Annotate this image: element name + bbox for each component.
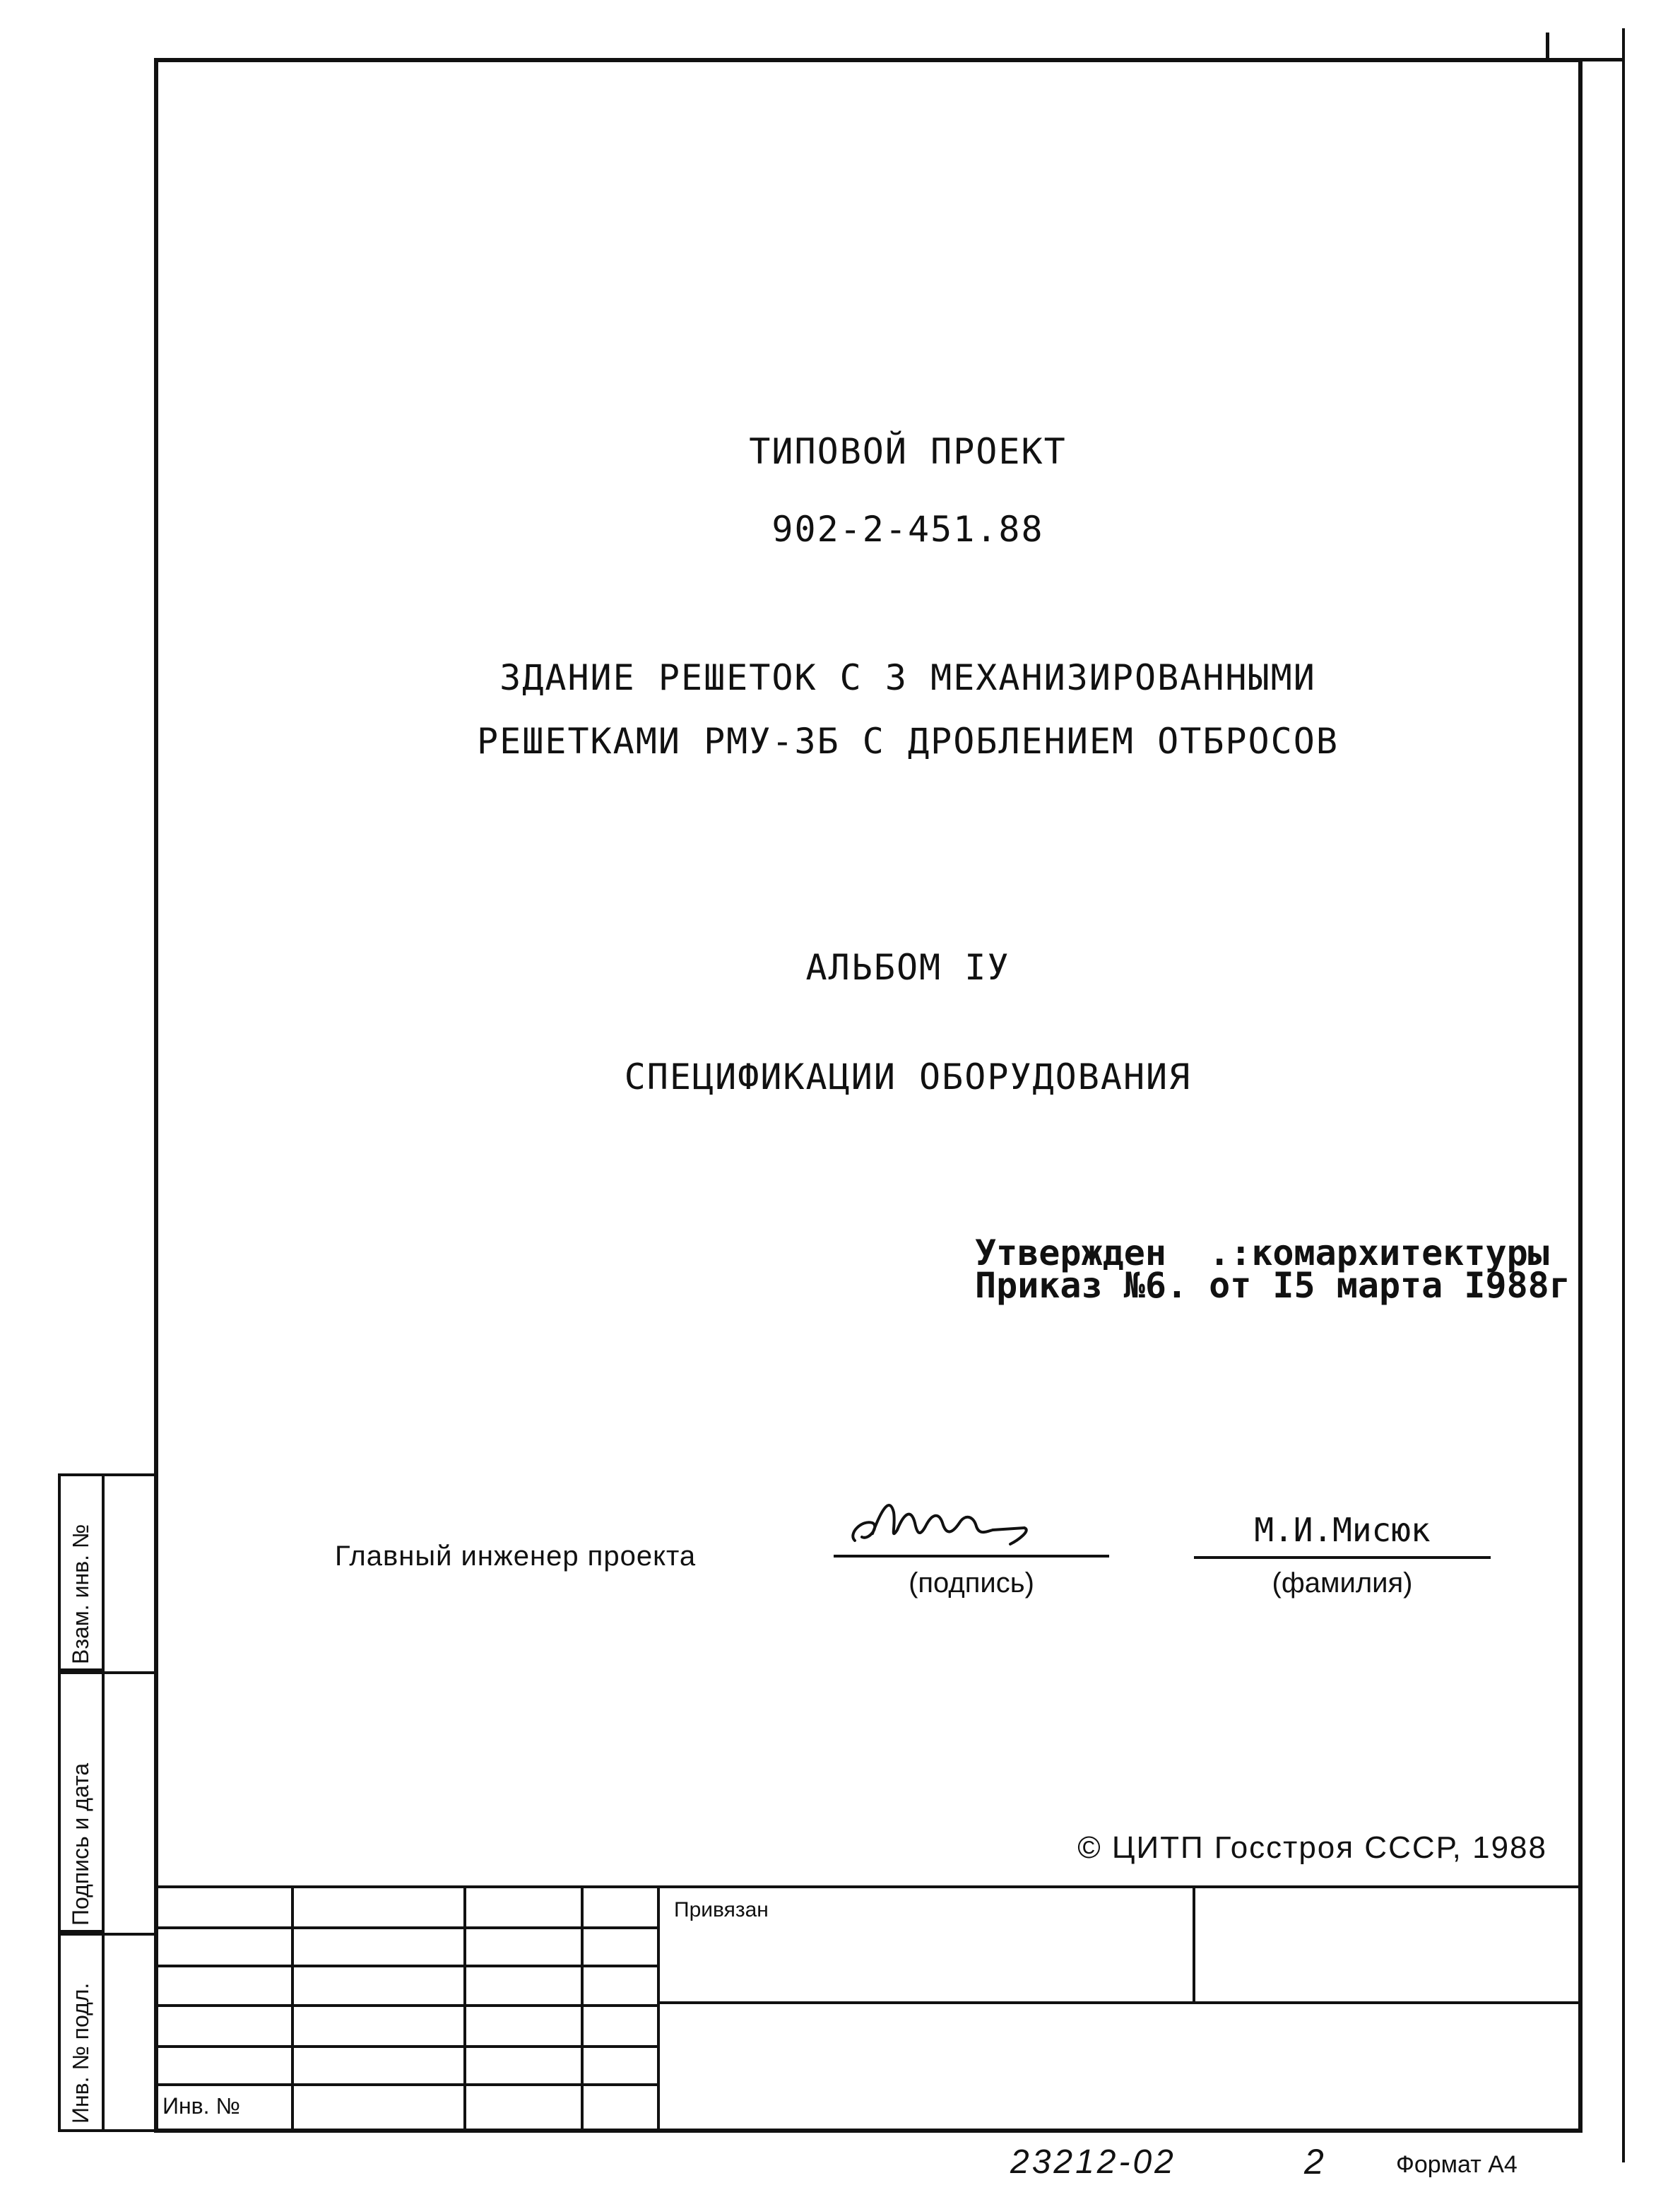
signature-underline bbox=[834, 1555, 1109, 1558]
album-title: СПЕЦИФИКАЦИИ ОБОРУДОВАНИЯ bbox=[624, 1056, 1192, 1097]
frame-right-outer-line bbox=[1622, 28, 1625, 2162]
side-stamp-signature-date-label: Подпись и дата bbox=[68, 1762, 93, 1926]
project-name-line-2: РЕШЕТКАМИ РМУ-3Б С ДРОБЛЕНИЕМ ОТБРОСОВ bbox=[477, 721, 1339, 762]
side-stamp-replace-inv-label: Взам. инв. № bbox=[68, 1524, 93, 1664]
bound-label: Привязан bbox=[674, 1898, 769, 1921]
side-stamp-inv-original-label: Инв. № подл. bbox=[68, 1982, 93, 2124]
copyright-notice: © ЦИТП Госстроя СССР, 1988 bbox=[1077, 1830, 1547, 1865]
title-block-column-line bbox=[291, 1885, 294, 2133]
title-block-column-line bbox=[581, 1885, 584, 2133]
frame-top-extension-line bbox=[1583, 58, 1625, 61]
document-type-title: ТИПОВОЙ ПРОЕКТ bbox=[749, 431, 1067, 472]
title-block-row-line bbox=[154, 2004, 660, 2007]
paper-format: Формат А4 bbox=[1396, 2151, 1518, 2178]
side-stamp-field-line bbox=[105, 2129, 154, 2132]
sheet-number: 2 bbox=[1304, 2142, 1324, 2182]
album-number: АЛЬБОМ IУ bbox=[805, 947, 1010, 988]
document-code: 23212-02 bbox=[1010, 2143, 1176, 2181]
surname-caption: (фамилия) bbox=[1272, 1567, 1413, 1599]
handwritten-signature bbox=[841, 1491, 1053, 1555]
project-name-line-1: ЗДАНИЕ РЕШЕТОК С 3 МЕХАНИЗИРОВАННЫМИ bbox=[499, 657, 1316, 698]
title-block-row-line bbox=[154, 1926, 660, 1929]
title-block-column-line bbox=[657, 1885, 660, 2133]
signature-caption: (подпись) bbox=[909, 1567, 1034, 1599]
side-stamp-field-line bbox=[105, 1473, 154, 1476]
title-block-row-line bbox=[154, 2045, 660, 2048]
approval-line-2: Приказ №6. от I5 марта I988г bbox=[975, 1265, 1570, 1306]
title-block-column-line bbox=[1193, 1885, 1195, 2004]
side-stamp-field-line bbox=[105, 1933, 154, 1936]
title-block-row-line bbox=[660, 2001, 1583, 2004]
title-block-top-line bbox=[154, 1885, 1583, 1888]
side-stamp-field-line bbox=[105, 1671, 154, 1674]
inv-number-label: Инв. № bbox=[162, 2093, 240, 2119]
project-number: 902-2-451.88 bbox=[771, 509, 1044, 550]
engineer-surname: М.И.Мисюк bbox=[1254, 1511, 1431, 1549]
surname-underline bbox=[1194, 1556, 1491, 1559]
frame-corner-tick bbox=[1546, 33, 1549, 61]
approval-line-1: Утвержден .:комархитектуры bbox=[975, 1232, 1549, 1273]
title-block-row-line bbox=[154, 2083, 660, 2086]
chief-engineer-label: Главный инженер проекта bbox=[335, 1541, 697, 1572]
title-block-column-line bbox=[463, 1885, 466, 2133]
title-block-row-line bbox=[154, 1965, 660, 1967]
